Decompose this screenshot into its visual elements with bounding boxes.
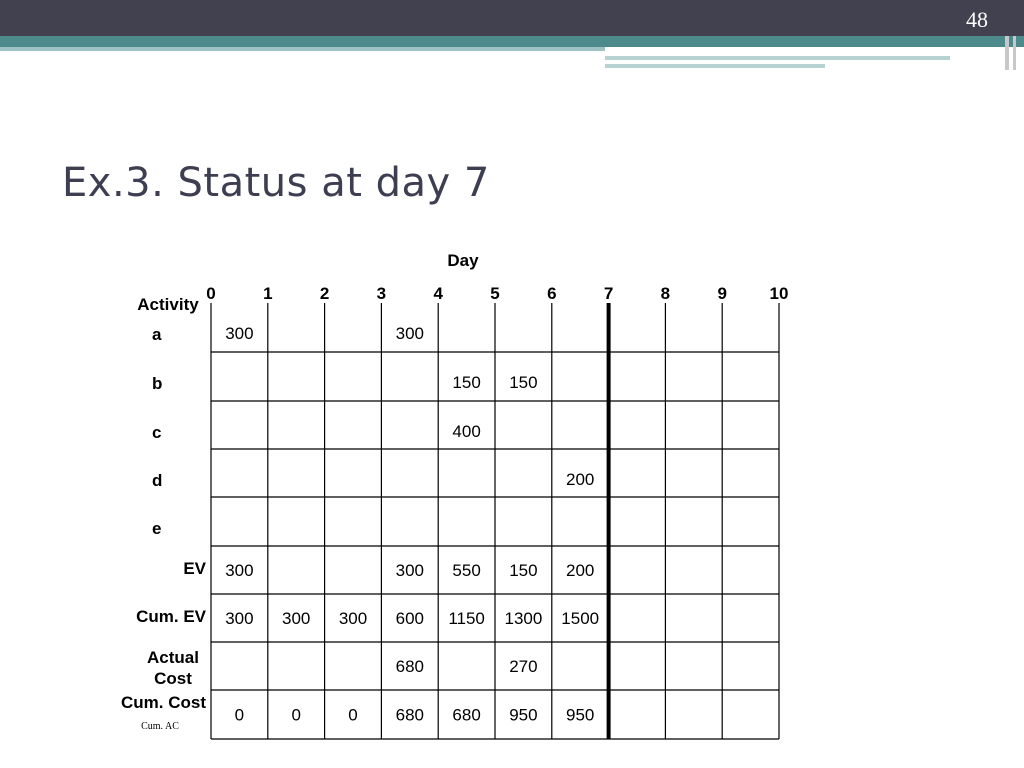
cell-r6-c2: 300 (338, 609, 368, 628)
cell-r2-c4: 400 (452, 422, 481, 441)
day-tick-10: 10 (769, 284, 789, 303)
row-label-e: e (152, 519, 162, 538)
row-label-cum-ev: Cum. EV (136, 607, 206, 626)
cell-r7-c5: 270 (509, 657, 538, 676)
day-tick-4: 4 (433, 284, 443, 303)
cell-r5-c5: 150 (509, 561, 538, 580)
row-label-b: b (152, 374, 163, 393)
cell-r3-c6: 200 (566, 470, 595, 489)
cell-r8-c2: 0 (348, 705, 358, 725)
day-tick-2: 2 (319, 284, 330, 303)
cell-r8-c3: 680 (395, 705, 424, 725)
day-tick-8: 8 (660, 284, 671, 303)
day-tick-7: 7 (603, 284, 614, 303)
slide-number: 48 (966, 7, 988, 32)
cell-r7-c3: 680 (395, 657, 424, 676)
day-tick-0: 0 (206, 284, 216, 303)
cell-r1-c5: 150 (509, 373, 538, 392)
cell-r1-c4: 150 (452, 373, 481, 392)
row-label-d: d (152, 471, 163, 490)
cell-r6-c3: 600 (395, 609, 424, 628)
cell-r6-c4: 1150 (448, 609, 485, 628)
day-tick-1: 1 (263, 284, 273, 303)
row-label-cost: Cost (154, 669, 192, 688)
day-tick-6: 6 (547, 284, 557, 303)
cell-r8-c6: 950 (566, 705, 595, 725)
slide-title: Ex.3. Status at day 7 (62, 160, 490, 206)
row-label-actual: Actual (147, 648, 199, 667)
day-tick-5: 5 (490, 284, 500, 303)
day-axis-label: Day (447, 251, 479, 270)
row-label-a: a (152, 325, 162, 344)
cell-r6-c5: 1300 (504, 609, 543, 628)
row-label-c: c (152, 423, 162, 442)
cell-r8-c5: 950 (509, 705, 538, 725)
row-label-cum-cost: Cum. Cost (121, 693, 206, 712)
cell-r6-c6: 1500 (561, 609, 600, 628)
activity-column-label: Activity (137, 295, 199, 314)
cell-r6-c0: 300 (225, 609, 254, 628)
row-label-ev: EV (183, 559, 206, 578)
cell-r8-c4: 680 (452, 705, 481, 725)
day-tick-9: 9 (717, 284, 727, 303)
day-tick-3: 3 (376, 284, 387, 303)
cell-r8-c0: 0 (234, 705, 245, 725)
cell-r5-c0: 300 (225, 561, 254, 580)
cell-r5-c6: 200 (566, 561, 595, 580)
cell-r5-c4: 550 (452, 561, 481, 580)
cell-r0-c0: 300 (225, 324, 254, 343)
cell-r8-c1: 0 (291, 705, 301, 725)
cell-r6-c1: 300 (282, 609, 311, 628)
cell-r5-c3: 300 (395, 561, 424, 580)
cell-r0-c3: 300 (395, 324, 424, 343)
row-sublabel-cum-ac: Cum. AC (141, 721, 179, 732)
